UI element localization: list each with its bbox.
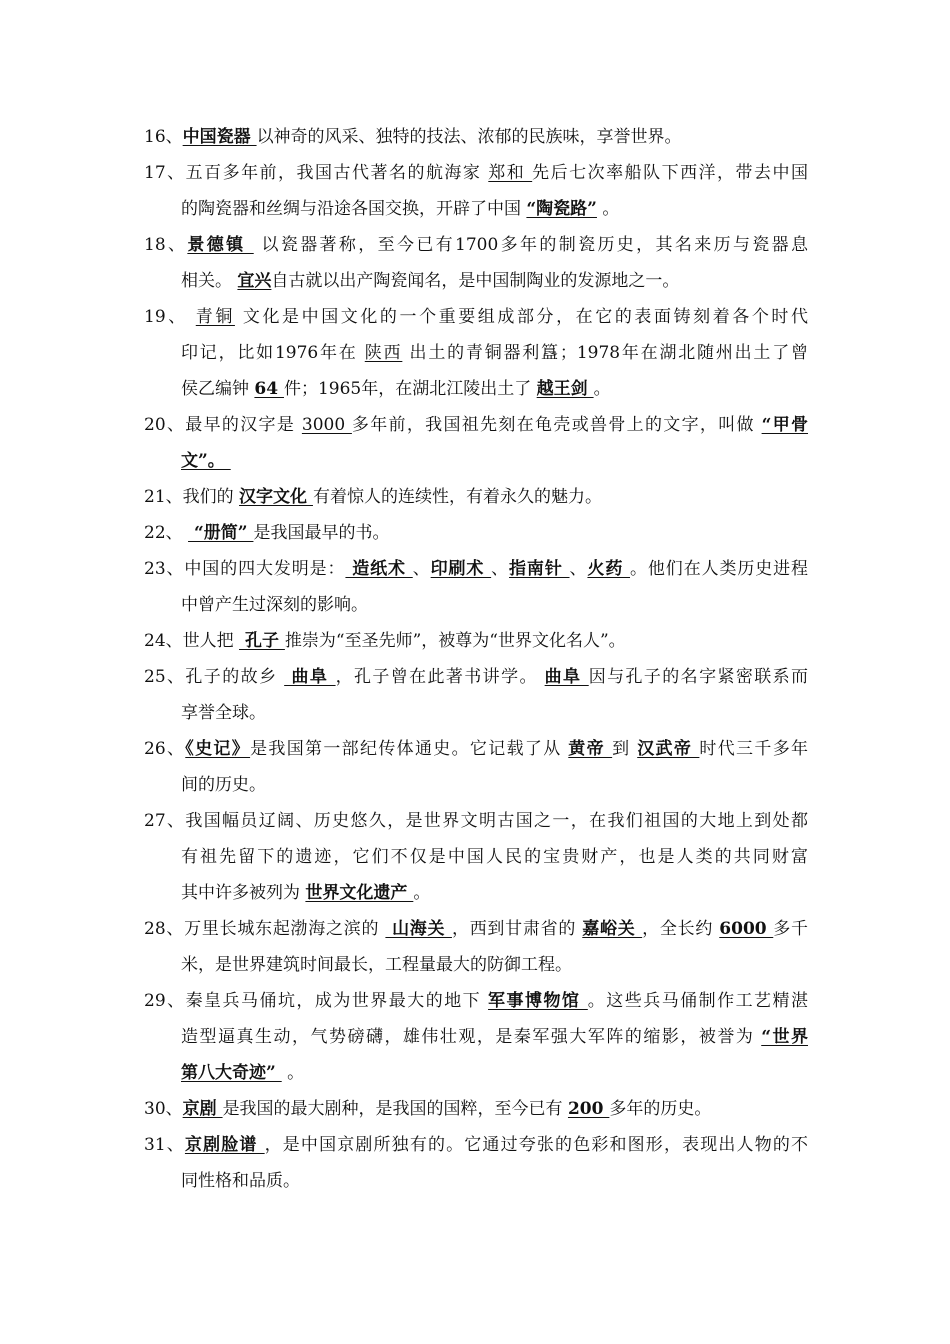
question-text: 到 xyxy=(612,739,638,759)
question-item-20 xyxy=(144,407,808,479)
question-text: 其中许多被列为 xyxy=(181,883,306,903)
text-line xyxy=(144,803,808,839)
question-text: 22、 xyxy=(144,523,189,543)
question-text: 同性格和品质。 xyxy=(181,1171,300,1191)
answer-blank: 中国瓷器 xyxy=(182,127,257,147)
text-line xyxy=(144,623,808,659)
answer-blank: 青铜 xyxy=(195,307,235,327)
text-line xyxy=(144,839,808,875)
text-line xyxy=(144,1055,808,1091)
question-item-26 xyxy=(144,731,808,803)
question-text: 以瓷器著称，至今已有1700多年的制瓷历史，其名来历与瓷器息 xyxy=(253,235,809,255)
answer-blank: 3000 xyxy=(301,415,352,435)
question-text: 出土的青铜器利簋；1978年在湖北随州出土了曾 xyxy=(402,343,808,363)
question-text: 是我国最早的书。 xyxy=(253,523,390,543)
text-line xyxy=(144,947,808,983)
question-text: 侯乙编钟 xyxy=(181,379,255,399)
answer-blank: 火药 xyxy=(587,559,631,579)
answer-blank: 郑和 xyxy=(488,163,533,183)
question-text: 18、 xyxy=(144,235,188,255)
question-text: 20、最早的汉字是 xyxy=(144,415,302,435)
text-line xyxy=(144,227,808,263)
question-text: 间的历史。 xyxy=(181,775,266,795)
answer-blank: 汉字文化 xyxy=(239,487,313,507)
text-line xyxy=(144,1019,808,1055)
answer-blank: 孔子 xyxy=(239,631,285,651)
question-item-24 xyxy=(144,623,808,659)
answer-blank: 宜兴 xyxy=(237,271,272,291)
text-line xyxy=(144,695,808,731)
answer-blank: “陶瓷路” xyxy=(526,199,597,219)
text-line xyxy=(144,299,808,335)
answer-blank: “世界 xyxy=(761,1027,809,1047)
question-text: 16、 xyxy=(144,127,183,147)
question-text: 米，是世界建筑时间最长，工程量最大的防御工程。 xyxy=(181,955,572,975)
question-text: 相关。 xyxy=(181,271,238,291)
text-line xyxy=(144,155,808,191)
answer-blank: 曲阜 xyxy=(284,667,336,687)
question-text: 多年前，我国祖先刻在龟壳或兽骨上的文字，叫做 xyxy=(351,415,762,435)
answer-blank: 6000 xyxy=(719,919,774,939)
answer-blank: 京剧脸谱 xyxy=(184,1135,265,1155)
text-line xyxy=(144,479,808,515)
question-text: 。这些兵马俑制作工艺精湛 xyxy=(587,991,809,1011)
question-text: 。 xyxy=(413,883,431,903)
question-item-17 xyxy=(144,155,808,227)
answer-blank: 军事博物馆 xyxy=(488,991,588,1011)
question-item-31 xyxy=(144,1127,808,1199)
text-line xyxy=(144,371,808,407)
question-text: 时代三千多年 xyxy=(699,739,809,759)
answer-blank: 64 xyxy=(254,379,284,399)
question-text: 。 xyxy=(596,199,620,219)
question-text: ，西到甘肃省的 xyxy=(451,919,583,939)
question-text: 23、中国的四大发明是： xyxy=(144,559,346,579)
question-item-28 xyxy=(144,911,808,983)
text-line xyxy=(144,587,808,623)
question-text: 享誉全球。 xyxy=(181,703,266,723)
text-line xyxy=(144,407,808,443)
question-text: 有祖先留下的遗迹，它们不仅是中国人民的宝贵财产，也是人类的共同财富 xyxy=(181,847,808,867)
question-text: ，是中国京剧所独有的。它通过夸张的色彩和图形，表现出人物的不 xyxy=(264,1135,809,1155)
text-line xyxy=(144,1091,808,1127)
answer-blank: 山海关 xyxy=(385,919,452,939)
question-text: 多千 xyxy=(773,919,809,939)
question-text: 是我国第一部纪传体通史。它记载了从 xyxy=(250,739,569,759)
question-text: 21、我们的 xyxy=(144,487,240,507)
answer-blank: “甲骨 xyxy=(761,415,809,435)
question-text: 30、 xyxy=(144,1099,183,1119)
answer-blank: 景德镇 xyxy=(187,235,254,255)
question-text: 、 xyxy=(412,559,431,579)
answer-blank: 陕西 xyxy=(364,343,403,363)
answer-blank: 越王剑 xyxy=(536,379,594,399)
text-line xyxy=(144,911,808,947)
text-line xyxy=(144,515,808,551)
answer-blank: 指南针 xyxy=(509,559,570,579)
question-text: 自古就以出产陶瓷闻名，是中国制陶业的发源地之一。 xyxy=(271,271,680,291)
question-text: 。他们在人类历史进程 xyxy=(630,559,809,579)
question-text: 先后七次率船队下西洋，带去中国 xyxy=(532,163,808,183)
question-text: 、 xyxy=(569,559,588,579)
text-line xyxy=(144,1163,808,1199)
text-line xyxy=(144,191,808,227)
question-text: 件；1965年，在湖北江陵出土了 xyxy=(283,379,537,399)
question-text: 。 xyxy=(593,379,611,399)
text-line xyxy=(144,335,808,371)
question-text: 推崇为“至圣先师”，被尊为“世界文化名人”。 xyxy=(284,631,632,651)
question-text: 的陶瓷器和丝绸与沿途各国交换，开辟了中国 xyxy=(181,199,527,219)
question-text: 、 xyxy=(491,559,510,579)
question-text: 多年的历史。 xyxy=(609,1099,712,1119)
text-line xyxy=(144,551,808,587)
question-item-19 xyxy=(144,299,808,407)
answer-blank: 世界文化遗产 xyxy=(305,883,414,903)
text-line xyxy=(144,983,808,1019)
question-text: 有着惊人的连续性，有着永久的魅力。 xyxy=(312,487,602,507)
question-text: 31、 xyxy=(144,1135,185,1155)
question-item-23 xyxy=(144,551,808,623)
question-text: ，全长约 xyxy=(642,919,720,939)
question-item-27 xyxy=(144,803,808,911)
question-text: 26、 xyxy=(144,739,186,759)
answer-blank: “册简” xyxy=(188,523,254,543)
question-item-30 xyxy=(144,1091,808,1127)
question-text: 25、孔子的故乡 xyxy=(144,667,285,687)
question-text: 以神奇的风采、独特的技法、浓郁的民族味，享誉世界。 xyxy=(256,127,682,147)
question-item-16 xyxy=(144,119,808,155)
text-line xyxy=(144,263,808,299)
question-item-29 xyxy=(144,983,808,1091)
text-line xyxy=(144,443,808,479)
answer-blank: 造纸术 xyxy=(345,559,413,579)
question-text: 17、五百多年前，我国古代著名的航海家 xyxy=(144,163,489,183)
text-line xyxy=(144,767,808,803)
answer-blank: 嘉峪关 xyxy=(582,919,643,939)
question-item-18 xyxy=(144,227,808,299)
answer-blank: 第八大奇迹” xyxy=(181,1063,282,1083)
question-text: 。 xyxy=(281,1063,305,1083)
question-item-21 xyxy=(144,479,808,515)
text-line xyxy=(144,1127,808,1163)
text-line xyxy=(144,731,808,767)
question-text: 19、 xyxy=(144,307,196,327)
answer-blank: 《史记》 xyxy=(185,739,251,759)
question-text: 24、世人把 xyxy=(144,631,240,651)
text-line xyxy=(144,659,808,695)
question-text: 中曾产生过深刻的影响。 xyxy=(181,595,368,615)
question-text: 是我国的最大剧种，是我国的国粹，至今已有 xyxy=(222,1099,568,1119)
question-text: 造型逼真生动，气势磅礴，雄伟壮观，是秦军强大军阵的缩影，被誉为 xyxy=(181,1027,762,1047)
answer-blank: 200 xyxy=(567,1099,610,1119)
question-text: 29、秦皇兵马俑坑，成为世界最大的地下 xyxy=(144,991,489,1011)
question-text: 文化是中国文化的一个重要组成部分，在它的表面铸刻着各个时代 xyxy=(234,307,808,327)
question-item-25 xyxy=(144,659,808,731)
answer-blank: 印刷术 xyxy=(430,559,492,579)
answer-blank: 京剧 xyxy=(182,1099,223,1119)
question-text: 28、万里长城东起渤海之滨的 xyxy=(144,919,386,939)
question-text: 因与孔子的名字紧密联系而 xyxy=(588,667,809,687)
question-text: ，孔子曾在此著书讲学。 xyxy=(335,667,545,687)
answer-blank: 文”。 xyxy=(181,451,231,471)
text-line xyxy=(144,119,808,155)
answer-blank: 黄帝 xyxy=(568,739,613,759)
question-text: 印记，比如1976年在 xyxy=(181,343,365,363)
question-text: 27、我国幅员辽阔、历史悠久，是世界文明古国之一，在我们祖国的大地上到处都 xyxy=(144,811,808,831)
answer-blank: 曲阜 xyxy=(544,667,589,687)
text-line xyxy=(144,875,808,911)
answer-blank: 汉武帝 xyxy=(637,739,700,759)
question-item-22 xyxy=(144,515,808,551)
